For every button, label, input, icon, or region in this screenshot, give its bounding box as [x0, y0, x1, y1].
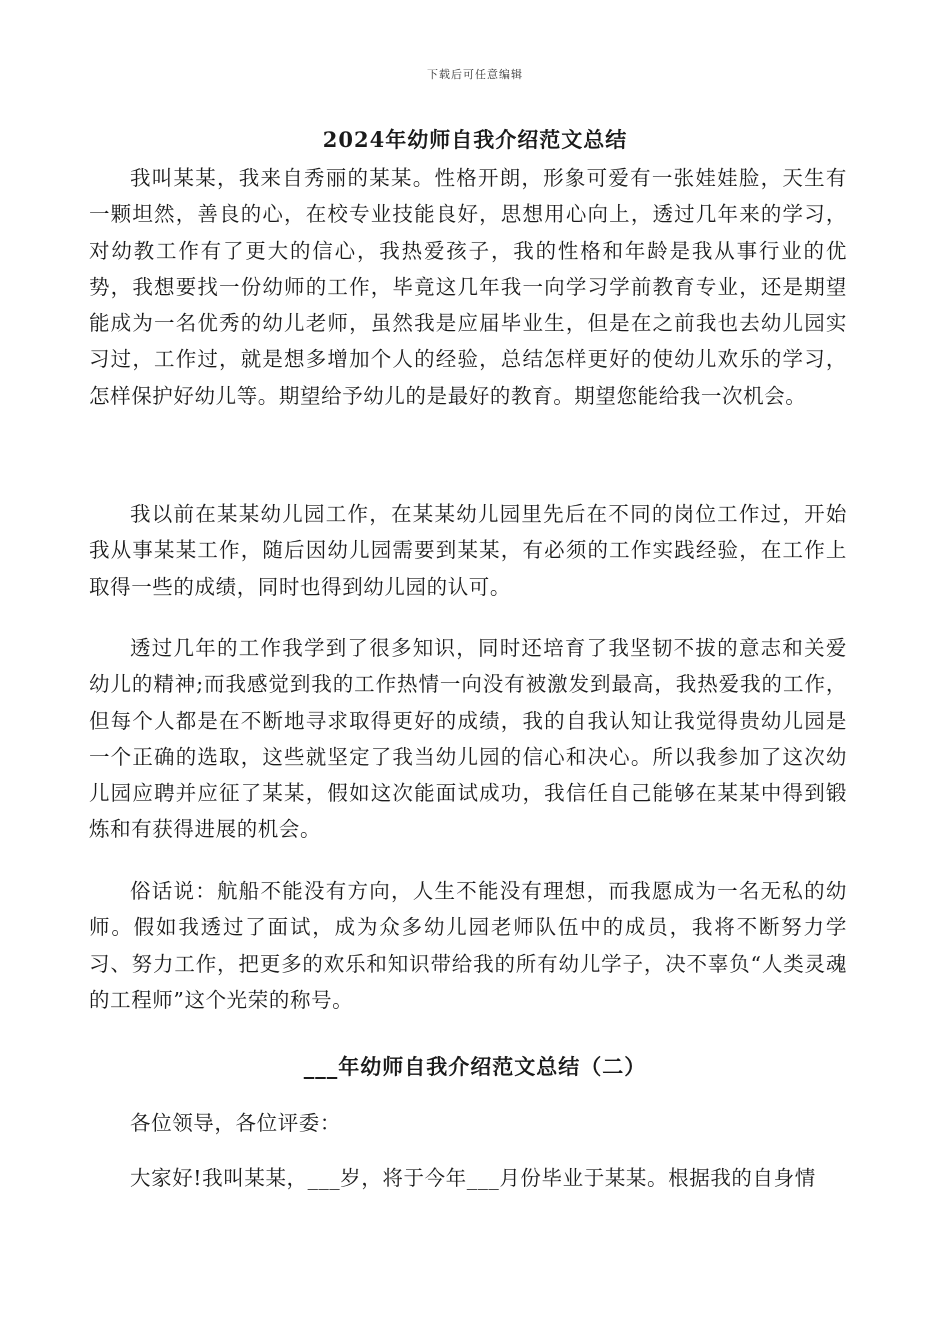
paragraph-intro: 大家好!我叫某某，___岁，将于今年___月份毕业于某某。根据我的自身情 — [130, 1166, 816, 1190]
paragraph-1: 我叫某某，我来自秀丽的某某。性格开朗，形象可爱有一张娃娃脸，天生有一颗坦然，善良的心，在校专业技能良好，思想用心向上，透过几年来的学习，对幼教工作有了更大的信心，我热爱孩子，我的性格和年龄是我从事行业的优势，我想要找一份幼师的工作，毕竟这几年我一向学习学前教育专业，还是期望能成为一名优秀的幼儿老师，虽然我是应届毕业生，但是在之前我也去幼儿园实习过，工作过，就是想多增加个人的经验，总结怎样更好的使幼儿欢乐的学习，怎样保护好幼儿等。期望给予幼儿的是最好的教育。期望您能给我一次机会。 — [89, 166, 847, 408]
section-title-2: ___年幼师自我介绍范文总结（二） — [303, 1054, 647, 1079]
paragraph-2: 我以前在某某幼儿园工作，在某某幼儿园里先后在不同的岗位工作过，开始我从事某某工作，随后因幼儿园需要到某某，有必须的工作实践经验，在工作上取得一些的成绩，同时也得到幼儿园的认可。 — [89, 502, 847, 599]
paragraph-4: 俗话说：航船不能没有方向，人生不能没有理想，而我愿成为一名无私的幼师。假如我透过了面试，成为众多幼儿园老师队伍中的成员，我将不断努力学习、努力工作，把更多的欢乐和知识带给我的所有幼儿学子，决不辜负“人类灵魂的工程师”这个光荣的称号。 — [89, 879, 847, 1012]
paragraph-3: 透过几年的工作我学到了很多知识，同时还培育了我坚韧不拔的意志和关爱幼儿的精神;而我感觉到我的工作热情一向没有被激发到最高，我热爱我的工作，但每个人都是在不断地寻求取得更好的成绩，我的自我认知让我觉得贵幼儿园是一个正确的选取，这些就坚定了我当幼儿园的信心和决心。所以我参加了这次幼儿园应聘并应征了某某，假如这次能面试成功，我信任自己能够在某某中得到锻炼和有获得进展的机会。 — [89, 636, 847, 842]
header-note: 下载后可任意编辑 — [427, 68, 523, 81]
greeting-line: 各位领导，各位评委： — [130, 1111, 341, 1135]
document-title: 2024年幼师自我介绍范文总结 — [322, 127, 628, 152]
